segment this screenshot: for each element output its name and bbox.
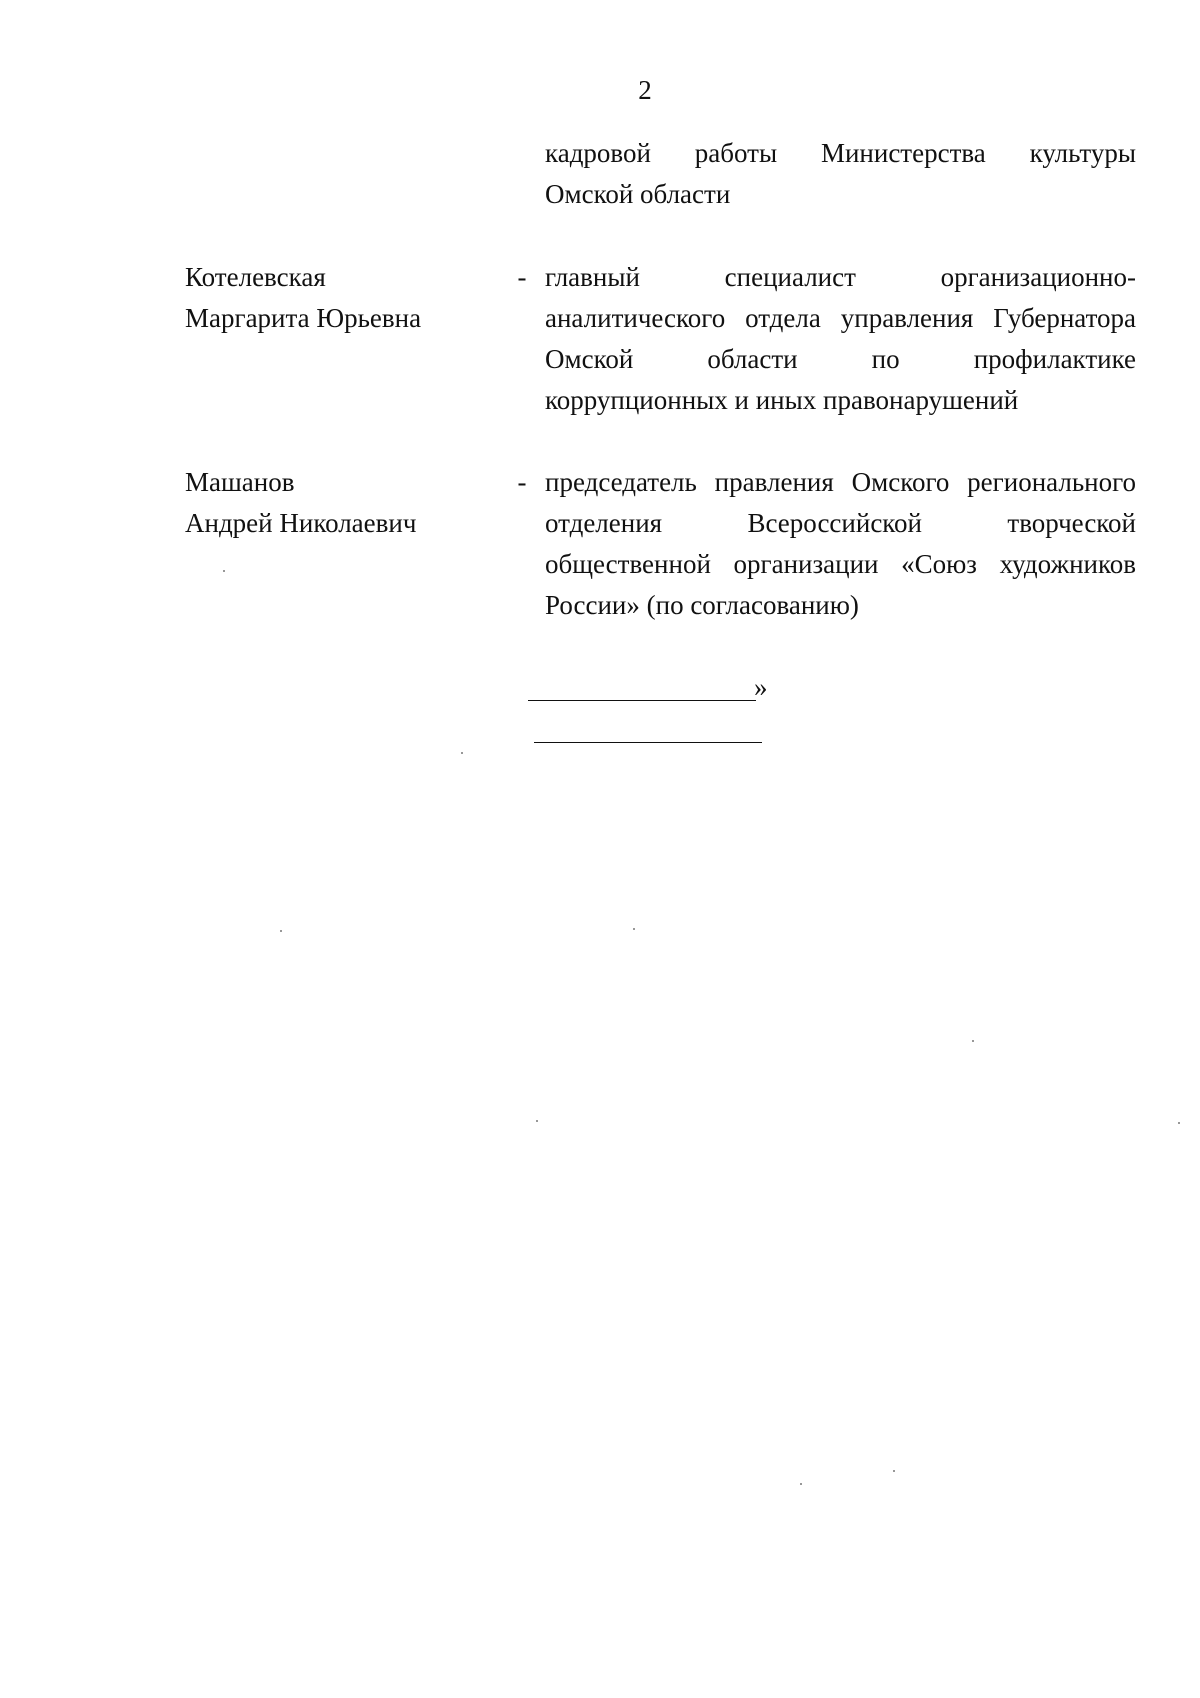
scan-speck <box>893 1470 895 1472</box>
entry-dash: - <box>517 262 527 292</box>
scan-speck <box>972 1040 974 1042</box>
position-line: общественной организации «Союз художников <box>545 549 1136 579</box>
scan-speck <box>800 1483 802 1485</box>
position-line: России» (по согласованию) <box>545 590 859 620</box>
position-line: коррупционных и иных правонарушений <box>545 385 1019 415</box>
closing-mark <box>528 666 768 706</box>
scan-speck <box>633 928 635 930</box>
member-given-names: Маргарита Юрьевна <box>185 303 422 333</box>
position-line: председатель правления Омского регионального <box>545 467 1136 497</box>
member-surname: Котелевская <box>185 262 326 292</box>
closing-rule <box>528 700 756 701</box>
member-position <box>545 257 1136 421</box>
position-line: аналитического отдела управления Губернатора <box>545 303 1136 333</box>
scan-speck <box>1178 1122 1180 1124</box>
description-line: кадровой работы Министерства культуры <box>545 138 1136 168</box>
position-line: отделения Всероссийской творческой <box>545 508 1136 538</box>
position-line: Омской области по профилактике <box>545 344 1136 374</box>
member-position <box>545 462 1136 626</box>
closing-quote: » <box>754 672 768 702</box>
entry-dash: - <box>517 467 527 497</box>
continued-description <box>545 133 1136 215</box>
description-line: Омской области <box>545 179 731 209</box>
scan-speck <box>461 752 463 754</box>
scan-speck <box>223 570 225 572</box>
end-rule <box>534 742 762 743</box>
member-name <box>185 462 515 544</box>
page-number: 2 <box>638 75 652 105</box>
scan-speck <box>280 930 282 932</box>
member-surname: Машанов <box>185 467 295 497</box>
position-line: главный специалист организационно- <box>545 262 1136 292</box>
member-given-names: Андрей Николаевич <box>185 508 417 538</box>
scan-speck <box>536 1120 538 1122</box>
member-name <box>185 257 515 339</box>
